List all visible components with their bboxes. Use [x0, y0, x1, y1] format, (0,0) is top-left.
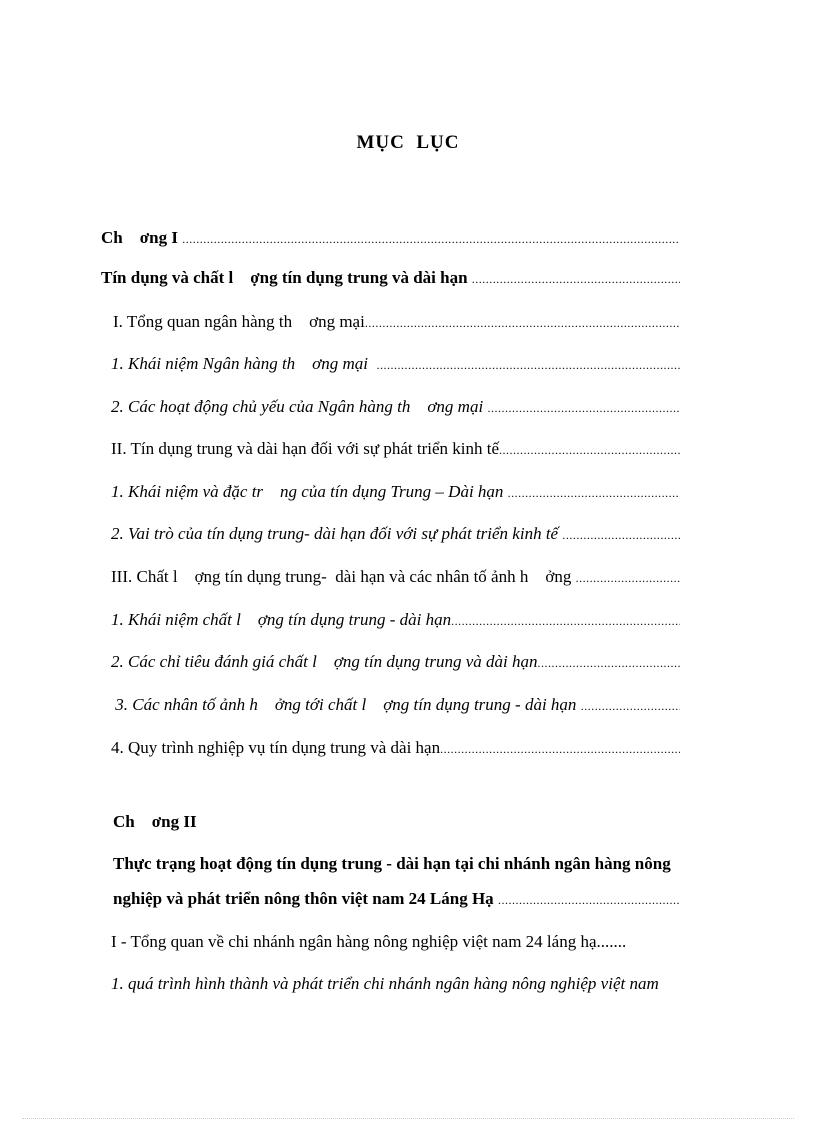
toc-entry-text: 2. Vai trò của tín dụng trung- dài hạn đối với sự phát triển kinh tế	[111, 524, 563, 543]
chapter-2-heading: Ch ơng II	[113, 812, 197, 831]
toc-entry-item	[111, 694, 680, 717]
toc-entry-text: 1. Khái niệm và đặc tr ng của tín dụng Trung – Dài hạn	[111, 482, 508, 501]
toc-entry-item	[111, 396, 680, 419]
toc-leader-dots	[498, 889, 680, 911]
toc-leader-dots	[487, 397, 680, 419]
toc-entry-item	[111, 523, 680, 546]
page-title: MỤC LỤC	[356, 132, 460, 153]
toc-leader-dots	[440, 738, 680, 760]
chapter-2-title-line-1: Thực trạng hoạt động tín dụng trung - dài hạn tại chi nhánh ngân hàng nông	[113, 854, 671, 873]
toc-leader-dots	[451, 610, 680, 632]
toc-entry-text: nghiệp và phát triển nông thôn việt nam 24 Láng Hạ	[113, 889, 498, 908]
toc-entry-text: 2. Các chỉ tiêu đánh giá chất l ợng tín dụng trung và dài hạn	[111, 652, 538, 671]
toc-leader-dots	[508, 482, 680, 504]
toc-entry-text: 3. Các nhân tố ảnh h ởng tới chất l ợng tín dụng trung - dài hạn	[111, 695, 581, 714]
toc-leader-dots	[562, 524, 680, 546]
chapter-2-item-1: 1. quá trình hình thành và phát triển chi nhánh ngân hàng nông nghiệp việt nam	[111, 974, 659, 993]
toc-leader-dots	[576, 567, 680, 589]
toc-entry-item	[111, 651, 680, 674]
toc-leader-dots	[182, 228, 680, 250]
toc-entry-item	[111, 481, 680, 504]
toc-leader-dots	[472, 268, 680, 290]
toc-entry-text: 4. Quy trình nghiệp vụ tín dụng trung và dài hạn	[111, 738, 441, 757]
chapter-2-title-line-2	[113, 888, 680, 911]
toc-leader-dots	[581, 695, 680, 717]
toc-entry-text: I. Tổng quan ngân hàng th ơng mại	[113, 312, 365, 331]
toc-entry-text: Tín dụng và chất l ợng tín dụng trung và dài hạn	[101, 268, 472, 287]
toc-entry-section-1	[113, 311, 680, 334]
chapter-2-section-1: I - Tổng quan về chi nhánh ngân hàng nông nghiệp việt nam 24 láng hạ.......	[111, 932, 627, 951]
toc-entry-text: Ch ơng I	[101, 228, 183, 247]
toc-entry-section-3	[111, 566, 680, 589]
toc-entry-text: II. Tín dụng trung và dài hạn đối với sự phát triển kinh tế	[111, 439, 500, 458]
toc-entry-section-2	[111, 438, 680, 461]
toc-entry-chapter-1-title	[101, 267, 680, 290]
toc-leader-dots	[365, 312, 680, 334]
toc-leader-dots	[499, 439, 680, 461]
toc-entry-item	[111, 737, 680, 760]
toc-entry-item	[111, 609, 680, 632]
page-bottom-divider	[22, 1118, 794, 1119]
toc-entry-chapter-1	[101, 227, 680, 250]
toc-entry-text: 1. Khái niệm Ngân hàng th ơng mại	[111, 354, 377, 373]
toc-leader-dots	[377, 354, 681, 376]
toc-entry-text: 1. Khái niệm chất l ợng tín dụng trung - dài hạn	[111, 610, 452, 629]
toc-entry-item	[111, 353, 680, 376]
toc-entry-text: III. Chất l ợng tín dụng trung- dài hạn và các nhân tố ảnh h ởng	[111, 567, 576, 586]
toc-leader-dots	[538, 652, 681, 674]
toc-entry-text: 2. Các hoạt động chủ yếu của Ngân hàng th ơng mại	[111, 397, 488, 416]
